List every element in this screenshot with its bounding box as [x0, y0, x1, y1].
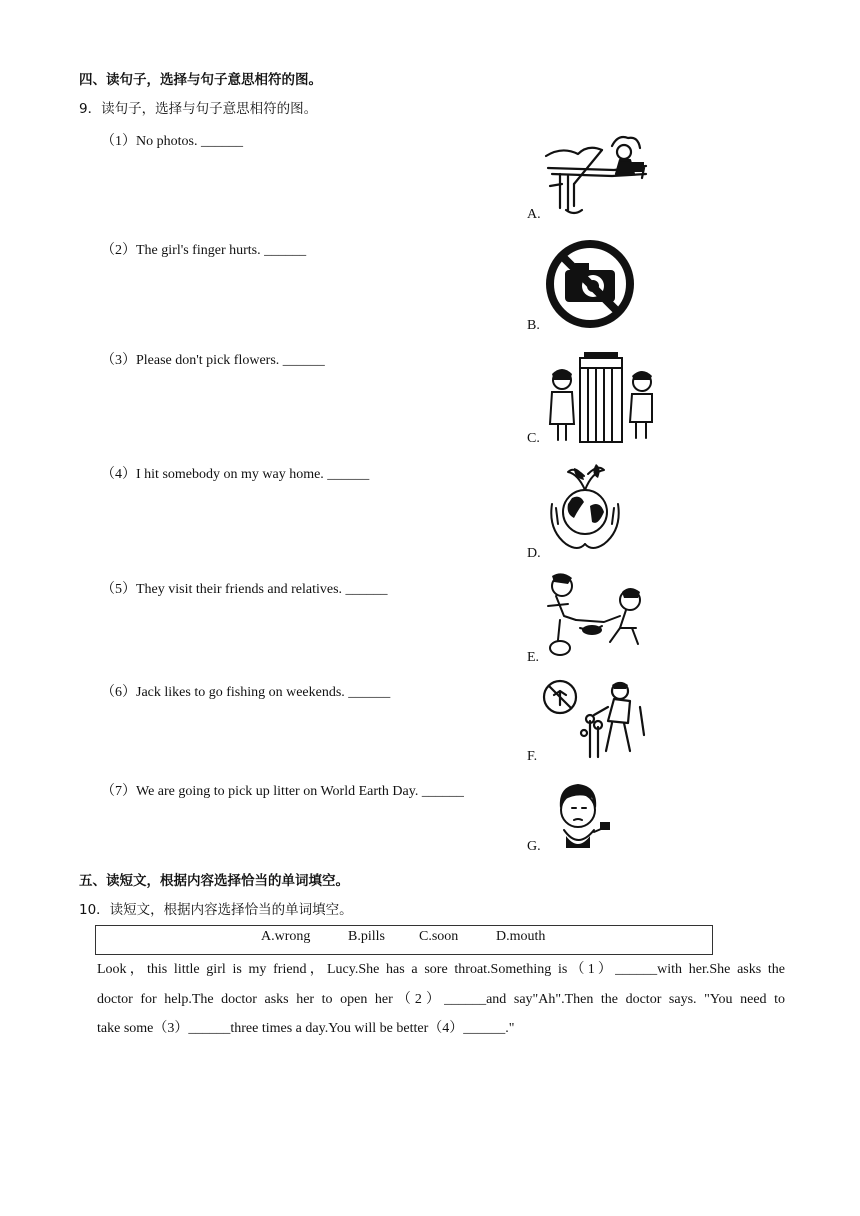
girl-hurt-finger-illustration: [548, 778, 614, 852]
fishing-illustration: [542, 126, 650, 218]
picture-label-g: G.: [527, 839, 541, 854]
passage-line-1: Look，this little girl is my friend，Lucy.She has a sore throat.Something is（1）______with her.She asks the: [97, 962, 785, 977]
picture-label-d: D.: [527, 546, 541, 561]
sentence-5: （5）They visit their friends and relatives. ______: [101, 582, 388, 597]
no-picking-flowers-illustration: [540, 677, 652, 763]
sentence-6: （6）Jack likes to go fishing on weekends. ______: [101, 685, 391, 700]
picture-label-c: C.: [527, 431, 540, 446]
picture-label-b: B.: [527, 318, 540, 333]
sentence-3: （3）Please don't pick flowers. ______: [101, 353, 325, 368]
word-options-box: [95, 925, 713, 955]
option-d: D.mouth: [496, 929, 546, 944]
earth-in-hands-illustration: [544, 460, 626, 556]
option-a: A.wrong: [261, 929, 311, 944]
visiting-friends-illustration: [546, 350, 662, 444]
passage-line-2: doctor for help.The doctor asks her to open her（2）______and say"Ah".Then the doctor says. "You need to: [97, 992, 785, 1007]
no-camera-icon: [543, 238, 637, 330]
picture-label-e: E.: [527, 650, 540, 665]
section-4-heading: 四、读句子，选择与句子意思相符的图。: [79, 72, 322, 88]
passage-line-3: take some（3）______three times a day.You will be better（4）______.": [97, 1021, 515, 1036]
question-10-stem: 10．读短文，根据内容选择恰当的单词填空。: [79, 902, 353, 918]
question-9-stem: 9．读句子，选择与句子意思相符的图。: [79, 101, 318, 117]
option-b: B.pills: [348, 929, 385, 944]
sentence-7: （7）We are going to pick up litter on World Earth Day. ______: [101, 784, 464, 799]
collision-illustration: [540, 570, 652, 660]
section-5-heading: 五、读短文，根据内容选择恰当的单词填空。: [79, 873, 349, 889]
sentence-4: （4）I hit somebody on my way home. ______: [101, 467, 370, 482]
picture-label-f: F.: [527, 749, 538, 764]
sentence-1: （1）No photos. ______: [101, 134, 243, 149]
option-c: C.soon: [419, 929, 459, 944]
sentence-2: （2）The girl's finger hurts. ______: [101, 243, 307, 258]
picture-label-a: A.: [527, 207, 541, 222]
